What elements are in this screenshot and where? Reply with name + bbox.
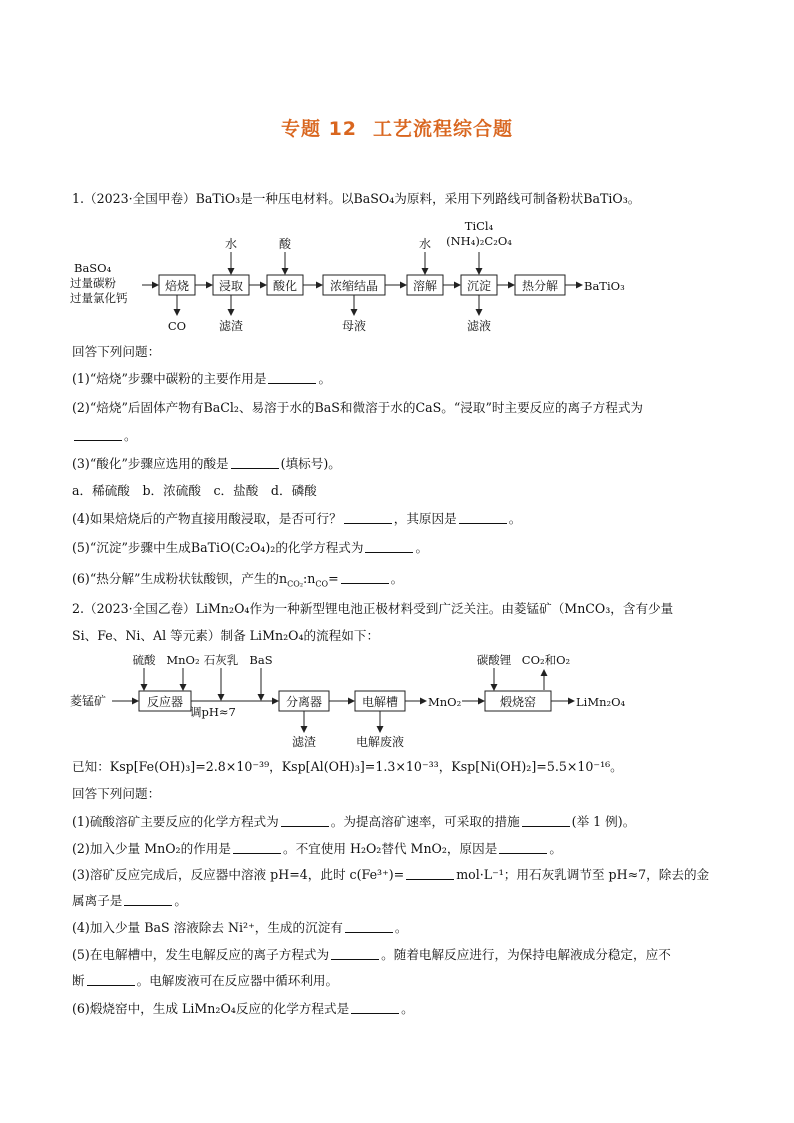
answer-blank[interactable] [281, 814, 329, 827]
q1-sub6: (6)“热分解”生成粉状钛酸钡，产生的$n_{CO_2}:n_{CO}=$ 。 [72, 571, 404, 589]
q2-step-kiln [485, 691, 551, 711]
answer-blank[interactable] [268, 371, 316, 384]
svg-text:分离器: 分离器 [285, 695, 323, 709]
title-number: 专题 12 [280, 118, 358, 140]
q2-step-separator [279, 691, 329, 711]
q2-sub1: (1)硫酸溶矿主要反应的化学方程式为 。为提高溶矿速率，可采取的措施 (举 1 例)。 [72, 814, 636, 829]
q2-intermediate: MnO₂ [428, 695, 462, 709]
q1-step-precipitate [461, 275, 497, 295]
q1-step-leach [213, 275, 249, 295]
answer-blank[interactable] [459, 511, 507, 524]
q2-step-electrolyzer [355, 691, 405, 711]
q1-out-residue: 滤渣 [218, 319, 244, 333]
q2-out-residue: 滤渣 [291, 735, 317, 749]
q1-step-crystallize [323, 275, 385, 295]
svg-text:溶解: 溶解 [412, 279, 438, 293]
answer-blank[interactable] [87, 973, 135, 986]
q1-out-mother-liquor: 母液 [341, 319, 367, 333]
q2-step-reactor [139, 691, 191, 711]
svg-text:浓缩结晶: 浓缩结晶 [329, 279, 379, 293]
q1-out-co: CO [167, 319, 187, 333]
q1-step-roast [159, 275, 195, 295]
q1-step-decompose [515, 275, 565, 295]
q2-intro: 2.（2023·全国乙卷）LiMn₂O₄作为一种新型锂电池正极材料受到广泛关注。由菱锰矿（MnCO₃，含有少量 [72, 601, 674, 616]
q1-step-dissolve [407, 275, 443, 295]
q2-product: LiMn₂O₄ [576, 695, 626, 709]
q1-sub4: (4)如果焙烧后的产物直接用酸浸取，是否可行？ ，其原因是 。 [72, 511, 522, 526]
svg-text:浸取: 浸取 [218, 279, 244, 293]
q2-out-waste: 电解废液 [355, 735, 405, 749]
answer-blank[interactable] [341, 571, 389, 584]
q2-intro-line2: Si、Fe、Ni、Al 等元素）制备 LiMn₂O₄的流程如下： [72, 628, 380, 643]
q1-input-1: BaSO₄ [74, 261, 112, 275]
answer-blank[interactable] [522, 814, 570, 827]
q1-answer-intro: 回答下列问题： [72, 344, 161, 359]
q2-sub2: (2)加入少量 MnO₂的作用是 。不宜使用 H₂O₂替代 MnO₂，原因是 。 [72, 841, 562, 856]
svg-text:焙烧: 焙烧 [164, 279, 190, 293]
answer-blank[interactable] [331, 947, 379, 960]
answer-blank[interactable] [499, 841, 547, 854]
title-text: 工艺流程综合题 [373, 118, 514, 140]
svg-text:酸化: 酸化 [272, 279, 298, 293]
q1-input-3: 过量氯化钙 [70, 291, 128, 305]
answer-blank[interactable] [74, 428, 122, 441]
q1-sub3: (3)“酸化”步骤应选用的酸是 (填标号)。 [72, 456, 341, 471]
q2-sub3-line2: 属离子是 。 [72, 893, 187, 908]
answer-blank[interactable] [124, 893, 172, 906]
q2-add-lime: 石灰乳 [203, 653, 239, 667]
answer-blank[interactable] [344, 511, 392, 524]
q2-input: 菱锰矿 [70, 694, 107, 708]
answer-blank[interactable] [345, 920, 393, 933]
q1-product: BaTiO₃ [584, 279, 625, 293]
q1-add-ticl4: TiCl₄ [464, 219, 494, 233]
q2-known: 已知：Ksp[Fe(OH)₃]=2.8×10⁻³⁹，Ksp[Al(OH)₃]=1.3×10⁻³³，Ksp[Ni(OH)₂]=5.5×10⁻¹⁶。 [72, 759, 623, 774]
q1-sub5: (5)“沉淀”步骤中生成BaTiO(C₂O₄)₂的化学方程式为 。 [72, 540, 429, 555]
svg-text:反应器: 反应器 [146, 695, 184, 709]
q1-flowchart [66, 214, 666, 336]
q2-add-bas: BaS [249, 653, 273, 667]
q1-add-oxalate: (NH₄)₂C₂O₄ [446, 234, 512, 248]
q1-sub1: (1)“焙烧”步骤中碳粉的主要作用是 。 [72, 371, 332, 386]
answer-blank[interactable] [365, 540, 413, 553]
q2-add-li2co3: 碳酸锂 [476, 653, 512, 667]
q2-sub5-line2: 断 。电解废液可在反应器中循环利用。 [72, 973, 339, 988]
q1-sub2-line2: 。 [72, 427, 732, 445]
page-title [0, 114, 794, 141]
q2-add-mno2: MnO₂ [166, 653, 200, 667]
q1-out-filtrate: 滤液 [466, 319, 492, 333]
q1-step-acidify [267, 275, 303, 295]
answer-blank[interactable] [231, 456, 279, 469]
q2-out-gas: CO₂和O₂ [521, 653, 571, 667]
q1-add-acid: 酸 [278, 237, 292, 251]
q1-input-2: 过量碳粉 [70, 276, 116, 290]
svg-text:沉淀: 沉淀 [466, 279, 492, 293]
answer-blank[interactable] [406, 867, 454, 880]
q1-sub2: (2)“焙烧”后固体产物有BaCl₂、易溶于水的BaS和微溶于水的CaS。“浸取”时主要反应的离子方程式为 [72, 400, 644, 415]
svg-text:电解槽: 电解槽 [361, 695, 399, 709]
q2-sub6: (6)煅烧窑中，生成 LiMn₂O₄反应的化学方程式是 。 [72, 1001, 414, 1016]
q1-add-water: 水 [224, 237, 238, 251]
answer-blank[interactable] [233, 841, 281, 854]
q2-answer-intro: 回答下列问题： [72, 786, 161, 801]
q2-sub5: (5)在电解槽中，发生电解反应的离子方程式为 。随着电解反应进行，为保持电解液成分稳定，应不 [72, 947, 671, 962]
q2-sub3: (3)溶矿反应完成后，反应器中溶液 pH=4，此时 c(Fe³⁺)= mol·L⁻¹；用石灰乳调节至 pH≈7，除去的金 [72, 867, 710, 882]
q2-add-sulfuric-acid: 硫酸 [132, 653, 156, 667]
q1-options: a．稀硫酸 b．浓硫酸 c．盐酸 d．磷酸 [72, 483, 317, 498]
q2-flowchart [66, 648, 666, 752]
q2-sub4: (4)加入少量 BaS 溶液除去 Ni²⁺，生成的沉淀有 。 [72, 920, 408, 935]
q2-adjust-ph: 调pH≈7 [190, 705, 236, 719]
answer-blank[interactable] [351, 1001, 399, 1014]
svg-text:热分解: 热分解 [521, 279, 559, 293]
svg-text:煅烧窑: 煅烧窑 [499, 695, 537, 709]
q1-intro: 1.（2023·全国甲卷）BaTiO₃是一种压电材料。以BaSO₄为原料，采用下列路线可制备粉状BaTiO₃。 [72, 191, 641, 206]
q1-add-water-2: 水 [418, 237, 432, 251]
